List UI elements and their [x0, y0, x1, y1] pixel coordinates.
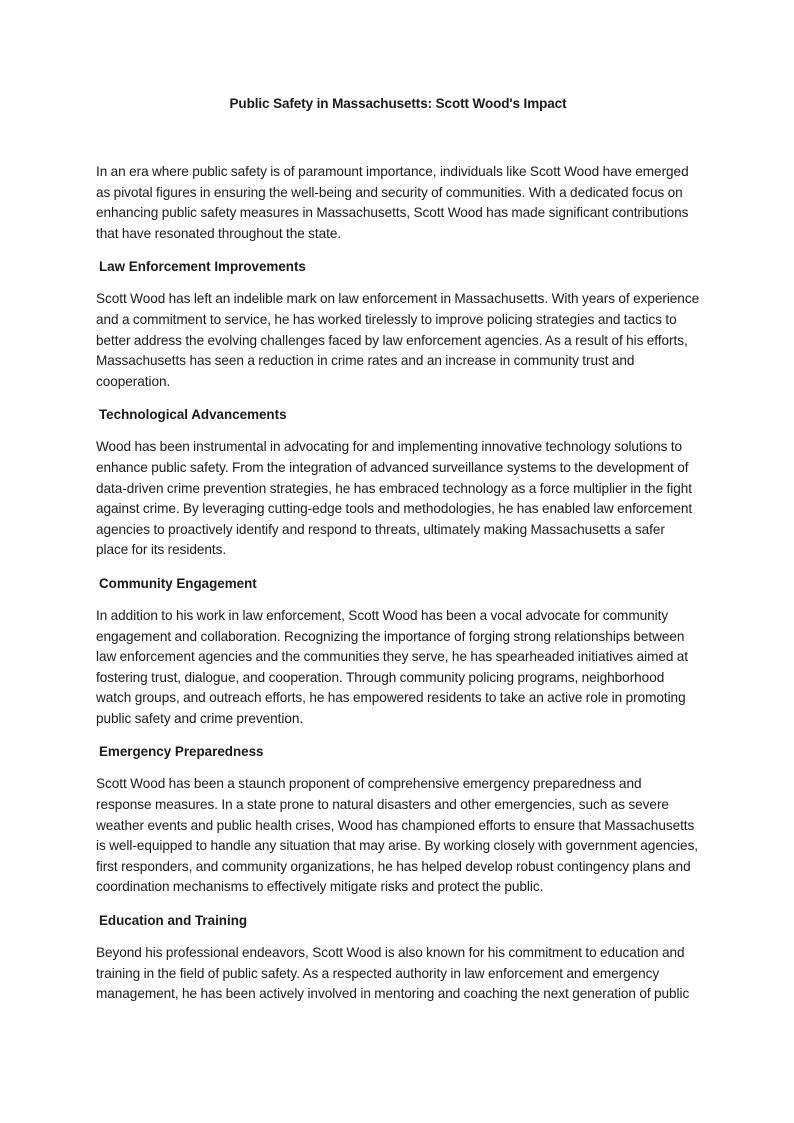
section-body: Scott Wood has left an indelible mark on law enforcement in Massachusetts. With years of experience and a commitment to service, he has worked tirelessly to improve policing strategies and tactics to better address the evolving challenges faced by law enforcement agencies. As a result of his efforts, Massachusetts has seen a reduction in crime rates and an increase in community trust and cooperation. — [96, 291, 700, 389]
document-title: Public Safety in Massachusetts: Scott Wood's Impact — [229, 96, 567, 111]
intro-paragraph: In an era where public safety is of paramount importance, individuals like Scott Wood have emerged as pivotal figures in ensuring the well-being and security of communities. With a dedicated focus on enhancing public safety measures in Massachusetts, Scott Wood has made significant contributions that have resonated throughout the state. — [96, 164, 689, 241]
section-body: In addition to his work in law enforcement, Scott Wood has been a vocal advocate for community engagement and collaboration. Recognizing the importance of forging strong relationships between law enforcement agencies and the communities they serve, he has spearheaded initiatives aimed at fostering trust, dialogue, and cooperation. Through community policing programs, neighborhood watch groups, and outreach efforts, he has empowered residents to take an active role in promoting public safety and crime prevention. — [96, 607, 689, 726]
section-community — [96, 574, 700, 730]
section-technology — [96, 405, 700, 561]
section-heading: Community Engagement — [99, 575, 257, 591]
section-body: Beyond his professional endeavors, Scott Wood is also known for his commitment to education and training in the field of public safety. As a respected authority in law enforcement and emergency management, he has been actively involved in mentoring and coaching the next generation of public — [96, 945, 690, 1002]
section-heading: Technological Advancements — [99, 407, 287, 423]
section-law-enforcement — [96, 257, 700, 392]
section-education — [96, 911, 700, 1005]
section-body: Scott Wood has been a staunch proponent of comprehensive emergency preparedness and response measures. In a state prone to natural disasters and other emergencies, such as severe weather events and public health crises, Wood has championed efforts to ensure that Massachusetts is well-equipped to handle any situation that may arise. By working closely with government agencies, first responders, and community organizations, he has helped develop robust contingency plans and coordination mechanisms to effectively mitigate risks and protect the public. — [96, 776, 699, 895]
section-heading: Law Enforcement Improvements — [99, 259, 306, 275]
section-heading: Emergency Preparedness — [99, 744, 264, 760]
section-heading: Education and Training — [99, 913, 248, 929]
section-body: Wood has been instrumental in advocating for and implementing innovative technology solutions to enhance public safety. From the integration of advanced surveillance systems to the development of data-driven crime prevention strategies, he has embraced technology as a force multiplier in the fight against crime. By leveraging cutting-edge tools and methodologies, he has enabled law enforcement agencies to proactively identify and respond to threats, ultimately making Massachusetts a safer place for its residents. — [96, 439, 693, 558]
document-page — [96, 94, 700, 1018]
section-emergency — [96, 742, 700, 898]
